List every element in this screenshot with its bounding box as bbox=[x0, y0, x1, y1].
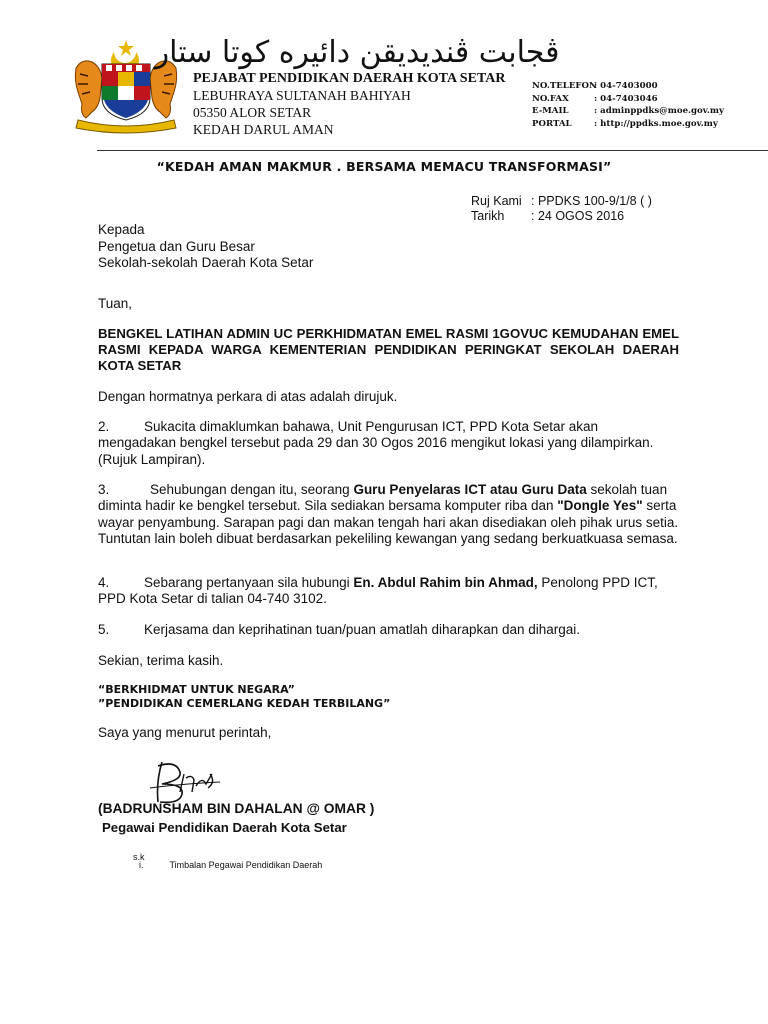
paragraph-3-text-c: serta wayar penyambung. Sarapan pagi dan makan tengah hari akan disediakan oleh pihak urus setia. Tuntutan lain boleh dibuat berdasarkan pekeliling kewangan yang sedang berkuatkuasa semasa. bbox=[98, 498, 679, 547]
paragraph-4-text-a: Sebarang pertanyaan sila hubungi bbox=[144, 575, 354, 590]
svg-text:ڤجابت ڤنديديقن دائيره كوتا ستا: ڤجابت ڤنديديقن دائيره كوتا ستار bbox=[154, 35, 560, 70]
paragraph-5-number: 5. bbox=[98, 622, 110, 637]
sign-off: Saya yang menurut perintah, bbox=[98, 725, 272, 740]
signatory-title: Pegawai Pendidikan Daerah Kota Setar bbox=[102, 820, 347, 835]
recipient-line-1: Kepada bbox=[98, 222, 145, 237]
contact-portal: PORTAL : http://ppdks.moe.gov.my bbox=[532, 118, 718, 129]
contact-phone: NO.TELEFON : 04-7403000 bbox=[532, 81, 658, 91]
salutation: Tuan, bbox=[98, 296, 133, 311]
letter-date: Tarikh : 24 OGOS 2016 bbox=[471, 208, 625, 223]
paragraph-3 bbox=[98, 482, 679, 548]
paragraph-3-text-b: sekolah tuan diminta hadir ke bengkel tersebut. Sila sediakan bersama komputer riba dan bbox=[98, 482, 668, 514]
letter-subject: BENGKEL LATIHAN ADMIN UC PERKHIDMATAN EMEL RASMI 1GOVUC KEMUDAHAN EMEL RASMI KEPADA WARGA KEMENTERIAN PENDIDIKAN PERINGKAT SEKOLAH DAERAH KOTA SETAR bbox=[98, 326, 679, 373]
cc-item-text: Timbalan Pegawai Pendidikan Daerah bbox=[169, 860, 323, 870]
paragraph-3-highlight-role: Guru Penyelaras ICT atau Guru Data bbox=[353, 482, 587, 497]
recipient-line-2: Pengetua dan Guru Besar bbox=[98, 238, 255, 254]
paragraph-2-number: 2. bbox=[98, 419, 110, 434]
paragraph-3-number: 3. bbox=[98, 482, 110, 497]
address-line-3: KEDAH DARUL AMAN bbox=[193, 122, 334, 137]
slogan-line-2: ”PENDIDIKAN CEMERLANG KEDAH TERBILANG” bbox=[98, 697, 391, 710]
paragraph-5-text: Kerjasama dan keprihatinan tuan/puan amatlah diharapkan dan dihargai. bbox=[144, 622, 581, 637]
cc-item bbox=[139, 860, 322, 870]
office-address-block bbox=[193, 70, 505, 138]
paragraph-4 bbox=[98, 575, 679, 608]
paragraph-2 bbox=[98, 419, 679, 468]
paragraph-3-text-a: Sehubungan dengan itu, seorang bbox=[150, 482, 354, 497]
paragraph-2-text: Sukacita dimaklumkan bahawa, Unit Pengurusan ICT, PPD Kota Setar akan mengadakan bengkel tersebut pada 29 dan 30 Ogos 2016 mengikut lokasi yang dilampirkan. (Rujuk Lampiran). bbox=[98, 419, 654, 467]
office-name: PEJABAT PENDIDIKAN DAERAH KOTA SETAR bbox=[193, 71, 506, 86]
jawi-header-text bbox=[154, 28, 560, 72]
cc-label: s.k bbox=[133, 852, 145, 862]
recipient-block bbox=[98, 222, 313, 272]
contact-block bbox=[532, 80, 724, 130]
reference-number: Ruj Kami : PPDKS 100-9/1/8 ( ) bbox=[471, 194, 652, 208]
slogan-line-1: “BERKHIDMAT UNTUK NEGARA” bbox=[98, 683, 295, 696]
address-line-2: 05350 ALOR SETAR bbox=[193, 105, 312, 120]
paragraph-1: Dengan hormatnya perkara di atas adalah dirujuk. bbox=[98, 389, 398, 404]
contact-email: E-MAIL : adminppdks@moe.gov.my bbox=[532, 106, 724, 116]
reference-block bbox=[471, 194, 652, 223]
paragraph-4-contact-name: En. Abdul Rahim bin Ahmad, bbox=[353, 575, 538, 590]
slogan-block bbox=[98, 683, 390, 711]
header-divider bbox=[97, 150, 768, 151]
paragraph-4-number: 4. bbox=[98, 575, 110, 590]
address-line-1: LEBUHRAYA SULTANAH BAHIYAH bbox=[193, 88, 411, 103]
signatory-name: (BADRUNSHAM BIN DAHALAN @ OMAR ) bbox=[98, 801, 375, 816]
cc-item-number: i. bbox=[139, 860, 144, 870]
paragraph-5 bbox=[98, 622, 679, 638]
closing-line: Sekian, terima kasih. bbox=[98, 653, 224, 668]
recipient-line-3: Sekolah-sekolah Daerah Kota Setar bbox=[98, 255, 314, 270]
paragraph-3-highlight-dongle: "Dongle Yes" bbox=[557, 498, 643, 514]
contact-fax: NO.FAX : 04-7403046 bbox=[532, 93, 658, 104]
state-motto: “KEDAH AMAN MAKMUR . BERSAMA MEMACU TRANSFORMASI” bbox=[156, 159, 612, 174]
paragraph-4-text-b: Penolong PPD ICT, PPD Kota Setar di talian 04-740 3102. bbox=[98, 575, 658, 607]
